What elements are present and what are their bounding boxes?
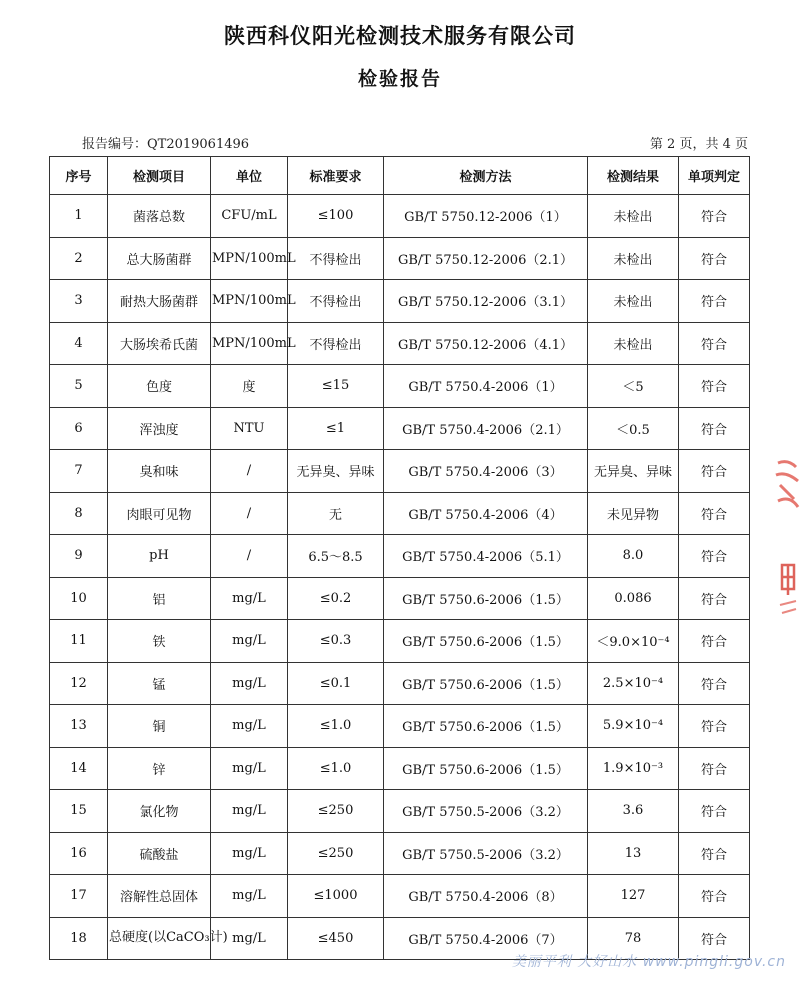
table-cell: ≤1.0 [288, 705, 384, 748]
table-cell: ＜9.0×10⁻⁴ [588, 620, 679, 663]
table-cell: 78 [588, 917, 679, 960]
table-row [50, 450, 750, 493]
table-cell: 2 [50, 237, 108, 280]
table-cell: 13 [588, 832, 679, 875]
table-cell: ≤1 [288, 407, 384, 450]
table-cell: 符合 [679, 747, 750, 790]
table-cell: mg/L [211, 747, 288, 790]
table-cell: GB/T 5750.6-2006（1.5） [384, 705, 588, 748]
table-cell: GB/T 5750.6-2006（1.5） [384, 577, 588, 620]
table-cell: ≤250 [288, 832, 384, 875]
table-cell: / [211, 492, 288, 535]
table-cell: 符合 [679, 832, 750, 875]
table-cell: GB/T 5750.5-2006（3.2） [384, 790, 588, 833]
table-cell: 6 [50, 407, 108, 450]
column-header: 检测方法 [384, 157, 588, 195]
table-cell: 铁 [108, 620, 211, 663]
table-cell: 总大肠菌群 [108, 237, 211, 280]
table-cell: 铝 [108, 577, 211, 620]
table-cell: mg/L [211, 662, 288, 705]
table-cell: 色度 [108, 365, 211, 408]
table-cell: 无 [288, 492, 384, 535]
table-cell: 度 [211, 365, 288, 408]
table-cell: 8 [50, 492, 108, 535]
table-cell: 未检出 [588, 280, 679, 323]
table-cell: 7 [50, 450, 108, 493]
table-cell: 1 [50, 195, 108, 238]
table-cell: 2.5×10⁻⁴ [588, 662, 679, 705]
table-cell: ≤250 [288, 790, 384, 833]
table-cell: GB/T 5750.12-2006（2.1） [384, 237, 588, 280]
table-row [50, 535, 750, 578]
table-cell: 9 [50, 535, 108, 578]
table-cell: mg/L [211, 790, 288, 833]
table-cell: GB/T 5750.12-2006（4.1） [384, 322, 588, 365]
table-row [50, 492, 750, 535]
red-seal-stamp [770, 455, 800, 625]
table-cell: 符合 [679, 790, 750, 833]
table-cell: 符合 [679, 535, 750, 578]
table-cell: MPN/100mL [211, 280, 288, 323]
table-cell: ≤450 [288, 917, 384, 960]
table-cell: 15 [50, 790, 108, 833]
table-cell: 不得检出 [288, 237, 384, 280]
table-cell: 大肠埃希氏菌 [108, 322, 211, 365]
table-cell: ≤0.1 [288, 662, 384, 705]
table-cell: GB/T 5750.4-2006（8） [384, 875, 588, 918]
table-cell: 符合 [679, 237, 750, 280]
table-cell: ≤15 [288, 365, 384, 408]
table-cell: GB/T 5750.5-2006（3.2） [384, 832, 588, 875]
table-row [50, 790, 750, 833]
table-cell: 符合 [679, 450, 750, 493]
table-cell: 臭和味 [108, 450, 211, 493]
table-cell: 无异臭、异味 [588, 450, 679, 493]
results-table [49, 156, 750, 960]
table-cell: 锰 [108, 662, 211, 705]
table-cell: NTU [211, 407, 288, 450]
table-row [50, 577, 750, 620]
table-cell: 10 [50, 577, 108, 620]
table-body [50, 195, 750, 960]
table-cell: 12 [50, 662, 108, 705]
report-number: 报告编号：QT2019061496 [82, 137, 250, 152]
table-cell: GB/T 5750.6-2006（1.5） [384, 747, 588, 790]
table-cell: 肉眼可见物 [108, 492, 211, 535]
table-cell: mg/L [211, 832, 288, 875]
table-cell: GB/T 5750.6-2006（1.5） [384, 662, 588, 705]
table-cell: 符合 [679, 195, 750, 238]
table-cell: 符合 [679, 407, 750, 450]
table-cell: GB/T 5750.12-2006（3.1） [384, 280, 588, 323]
table-cell: ≤0.3 [288, 620, 384, 663]
table-cell: 4 [50, 322, 108, 365]
table-row [50, 365, 750, 408]
report-title: 检验报告 [357, 68, 442, 90]
column-header: 标准要求 [288, 157, 384, 195]
table-row [50, 832, 750, 875]
table-cell: 5 [50, 365, 108, 408]
table-cell: 1.9×10⁻³ [588, 747, 679, 790]
table-cell: 耐热大肠菌群 [108, 280, 211, 323]
table-cell: 13 [50, 705, 108, 748]
table-cell: 无异臭、异味 [288, 450, 384, 493]
table-cell: mg/L [211, 620, 288, 663]
table-cell: GB/T 5750.4-2006（5.1） [384, 535, 588, 578]
table-cell: ≤1.0 [288, 747, 384, 790]
table-cell: 未检出 [588, 195, 679, 238]
table-cell: 符合 [679, 492, 750, 535]
table-cell: 未检出 [588, 322, 679, 365]
table-cell: 0.086 [588, 577, 679, 620]
table-cell: GB/T 5750.4-2006（4） [384, 492, 588, 535]
table-row [50, 705, 750, 748]
table-cell: 17 [50, 875, 108, 918]
table-cell: 菌落总数 [108, 195, 211, 238]
table-cell: 符合 [679, 280, 750, 323]
table-cell: ＜0.5 [588, 407, 679, 450]
table-cell: 11 [50, 620, 108, 663]
table-cell: 铜 [108, 705, 211, 748]
table-cell: 溶解性总固体 [108, 875, 211, 918]
table-cell: / [211, 535, 288, 578]
table-cell: pH [108, 535, 211, 578]
table-cell: 8.0 [588, 535, 679, 578]
table-cell: mg/L [211, 577, 288, 620]
table-cell: 符合 [679, 365, 750, 408]
column-header: 单项判定 [679, 157, 750, 195]
table-cell: MPN/100mL [211, 322, 288, 365]
table-cell: 127 [588, 875, 679, 918]
table-cell: ≤0.2 [288, 577, 384, 620]
table-cell: 浑浊度 [108, 407, 211, 450]
table-row [50, 322, 750, 365]
table-cell: GB/T 5750.4-2006（2.1） [384, 407, 588, 450]
table-cell: mg/L [211, 875, 288, 918]
table-cell: GB/T 5750.6-2006（1.5） [384, 620, 588, 663]
table-cell: 符合 [679, 875, 750, 918]
column-header: 检测结果 [588, 157, 679, 195]
table-cell: 符合 [679, 917, 750, 960]
table-cell: ≤100 [288, 195, 384, 238]
table-cell: 5.9×10⁻⁴ [588, 705, 679, 748]
table-cell: / [211, 450, 288, 493]
table-cell: 3 [50, 280, 108, 323]
column-header: 序号 [50, 157, 108, 195]
table-row [50, 280, 750, 323]
table-row [50, 875, 750, 918]
site-watermark: 美丽平利 大好山水 www.pingli.gov.cn [511, 954, 786, 970]
table-cell: 3.6 [588, 790, 679, 833]
table-cell: 未见异物 [588, 492, 679, 535]
table-cell: MPN/100mL [211, 237, 288, 280]
table-cell: 未检出 [588, 237, 679, 280]
table-cell: ＜5 [588, 365, 679, 408]
table-row [50, 407, 750, 450]
table-cell: 符合 [679, 662, 750, 705]
table-cell: 不得检出 [288, 322, 384, 365]
page-indicator: 第 2 页，共 4 页 [649, 137, 748, 152]
table-cell: 6.5～8.5 [288, 535, 384, 578]
table-cell: GB/T 5750.12-2006（1） [384, 195, 588, 238]
table-cell: 符合 [679, 322, 750, 365]
company-name: 陕西科仪阳光检测技术服务有限公司 [224, 24, 576, 48]
table-cell: CFU/mL [211, 195, 288, 238]
table-cell: 16 [50, 832, 108, 875]
table-cell: GB/T 5750.4-2006（7） [384, 917, 588, 960]
table-cell: 硫酸盐 [108, 832, 211, 875]
table-cell: 不得检出 [288, 280, 384, 323]
table-cell: 符合 [679, 577, 750, 620]
table-header-row [50, 157, 750, 195]
table-cell: 18 [50, 917, 108, 960]
table-cell: GB/T 5750.4-2006（1） [384, 365, 588, 408]
table-row [50, 662, 750, 705]
table-row [50, 237, 750, 280]
table-cell: 14 [50, 747, 108, 790]
column-header: 检测项目 [108, 157, 211, 195]
table-row [50, 620, 750, 663]
table-cell: GB/T 5750.4-2006（3） [384, 450, 588, 493]
table-cell: 氯化物 [108, 790, 211, 833]
table-cell: 符合 [679, 620, 750, 663]
table-cell: mg/L [211, 917, 288, 960]
table-cell: 总硬度(以CaCO₃计) [108, 917, 211, 960]
table-row [50, 195, 750, 238]
table-cell: ≤1000 [288, 875, 384, 918]
table-cell: 锌 [108, 747, 211, 790]
table-cell: mg/L [211, 705, 288, 748]
table-row [50, 747, 750, 790]
table-cell: 符合 [679, 705, 750, 748]
column-header: 单位 [211, 157, 288, 195]
